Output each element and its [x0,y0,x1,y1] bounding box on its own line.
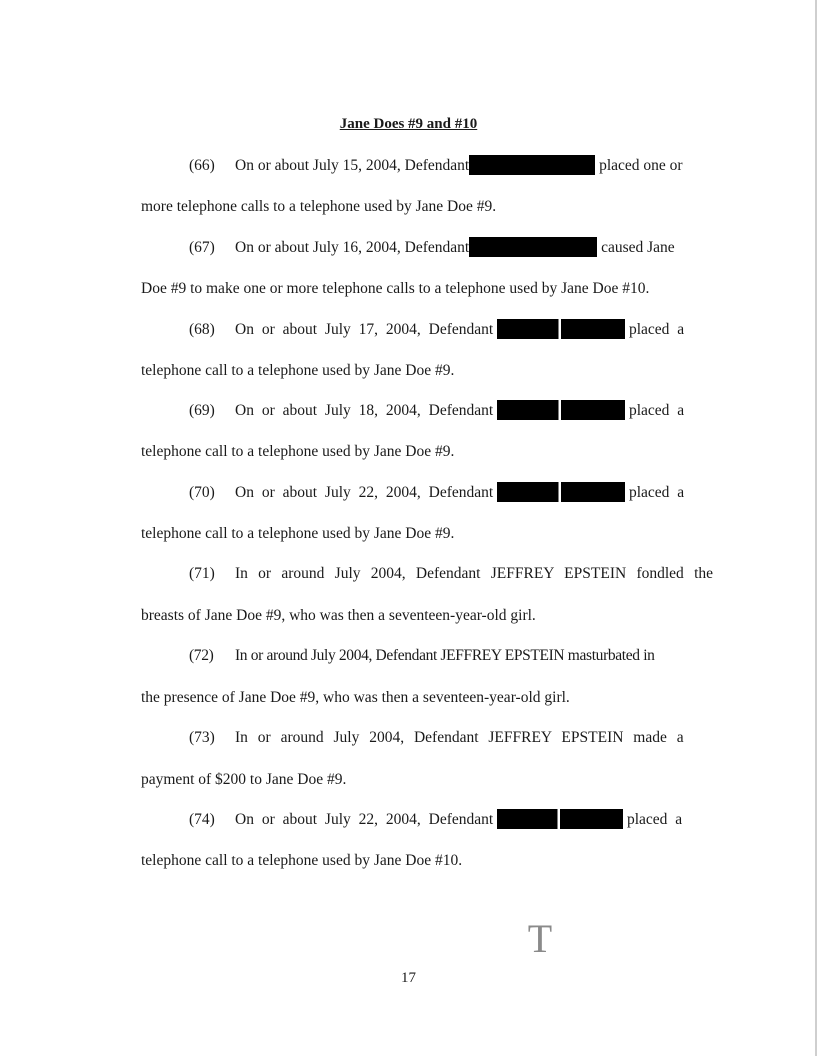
paragraph-text: On or about July 22, 2004, Defendant [235,811,494,828]
faint-stamp-mark: T [527,916,553,961]
paragraph-line [189,809,682,829]
paragraph-number: (72) [189,647,214,664]
paragraph-text: On or about July 22, 2004, Defendant [235,484,494,501]
paragraph-number: (74) [189,811,215,828]
paragraph-text: In or around July 2004, Defendant JEFFREY EPSTEIN fondled the [235,565,713,582]
paragraph-text: placed a [626,811,683,828]
redaction-block [469,237,597,257]
paragraph-number: (70) [189,484,215,501]
paragraph-text: placed a [628,321,685,338]
paragraph-text: On or about July 15, 2004, Defendant [235,157,470,174]
paragraph-line [189,482,684,502]
section-heading: Jane Does #9 and #10 [339,116,478,132]
paragraph-line: more telephone calls to a telephone used by Jane Doe #9. [141,198,497,215]
paragraph-number: (71) [189,565,215,582]
page-number: 17 [401,970,416,986]
redaction-block [469,155,595,175]
paragraph-text: On or about July 18, 2004, Defendant [235,402,494,419]
paragraph-line [189,564,713,584]
paragraph-line [189,319,684,339]
paragraph-number: (67) [189,239,215,256]
paragraph-text: In or around July 2004, Defendant JEFFREY EPSTEIN made a [235,729,684,746]
paragraph-text: On or about July 16, 2004, Defendant [235,239,470,256]
redaction-block [497,319,625,339]
paragraph-line [189,728,684,748]
redaction-block [497,809,623,829]
paragraph-number: (73) [189,729,215,746]
paragraph-text: placed one or [599,157,683,174]
paragraph-text: placed a [628,402,685,419]
paragraph-text: In or around July 2004, Defendant JEFFREY EPSTEIN masturbated in [235,647,655,664]
redaction-block [497,400,625,420]
paragraph-line: telephone call to a telephone used by Jane Doe #9. [141,443,455,460]
paragraph-text: On or about July 17, 2004, Defendant [235,321,494,338]
paragraph-line [189,237,675,257]
paragraph-number: (68) [189,321,215,338]
paragraph-line [189,155,683,175]
paragraph-line: telephone call to a telephone used by Jane Doe #9. [141,525,455,542]
paragraph-text: caused Jane [601,239,675,256]
paragraph-line: telephone call to a telephone used by Jane Doe #10. [141,852,463,869]
paragraph-number: (66) [189,157,215,174]
paragraph-line [189,400,684,420]
paragraph-line: the presence of Jane Doe #9, who was then a seventeen-year-old girl. [141,689,570,706]
paragraph-line: Doe #9 to make one or more telephone calls to a telephone used by Jane Doe #10. [141,280,650,297]
paragraph-line: payment of $200 to Jane Doe #9. [141,771,347,788]
paragraph-line [189,646,655,666]
paragraph-line: telephone call to a telephone used by Jane Doe #9. [141,362,455,379]
redaction-block [497,482,625,502]
paragraph-line: breasts of Jane Doe #9, who was then a seventeen-year-old girl. [141,607,536,624]
paragraph-text: placed a [628,484,685,501]
paragraph-number: (69) [189,402,215,419]
